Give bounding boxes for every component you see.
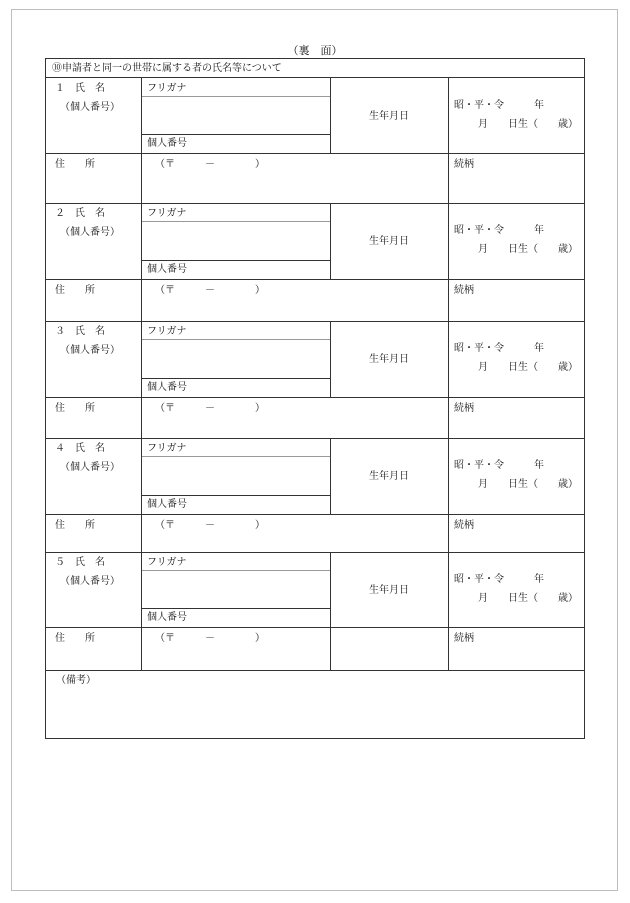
address-label: 住 所: [55, 633, 95, 644]
name-divider: [142, 608, 330, 609]
birthdate-label: 生年月日: [369, 585, 409, 596]
person-number: １: [55, 83, 65, 94]
relationship-label: 続柄: [454, 403, 474, 414]
era-year-label[interactable]: 昭・平・令 年: [454, 574, 544, 585]
relationship-label: 続柄: [454, 159, 474, 170]
postal-code-field[interactable]: （〒 － ）: [155, 403, 265, 414]
furigana-label: フリガナ: [147, 443, 187, 454]
name-label: 氏 名: [75, 83, 105, 94]
col-divider: [330, 203, 331, 279]
name-field[interactable]: [142, 571, 330, 607]
mynumber-sub-label: （個人番号）: [60, 576, 120, 587]
section-heading: ⑩申請者と同一の世帯に属する者の氏名等について: [52, 63, 282, 74]
address-divider: [46, 279, 584, 280]
col-divider: [448, 438, 449, 552]
era-year-label[interactable]: 昭・平・令 年: [454, 343, 544, 354]
relationship-label: 続柄: [454, 285, 474, 296]
page-title: （裏 面）: [287, 44, 343, 57]
person-number-name-label: [55, 208, 105, 220]
era-year-label[interactable]: 昭・平・令 年: [454, 100, 544, 111]
remarks-label: （備考）: [56, 675, 96, 686]
mynumber-sub-label: （個人番号）: [60, 102, 120, 113]
month-day-age-label[interactable]: 月 日生（ 歳）: [478, 244, 578, 255]
col-divider: [448, 321, 449, 438]
person-number-name-label: [55, 326, 105, 338]
person-number: ５: [55, 557, 65, 568]
name-field[interactable]: [142, 97, 330, 133]
person-number: ３: [55, 326, 65, 337]
name-divider: [142, 134, 330, 135]
remarks-divider: [46, 670, 584, 671]
mynumber-sub-label: （個人番号）: [60, 345, 120, 356]
col-divider: [448, 78, 449, 203]
name-label: 氏 名: [75, 208, 105, 219]
col-divider: [330, 321, 331, 397]
relationship-label: 続柄: [454, 520, 474, 531]
mynumber-label: 個人番号: [147, 612, 187, 623]
col-divider: [448, 552, 449, 670]
month-day-age-label[interactable]: 月 日生（ 歳）: [478, 479, 578, 490]
name-divider: [142, 378, 330, 379]
name-divider: [142, 495, 330, 496]
name-field[interactable]: [142, 222, 330, 258]
month-day-age-label[interactable]: 月 日生（ 歳）: [478, 593, 578, 604]
person-number: ２: [55, 208, 65, 219]
block-top-divider: [46, 552, 584, 553]
birthdate-label: 生年月日: [369, 236, 409, 247]
postal-code-field[interactable]: （〒 － ）: [155, 520, 265, 531]
col-divider: [448, 203, 449, 321]
furigana-label: フリガナ: [147, 557, 187, 568]
address-label: 住 所: [55, 520, 95, 531]
name-divider: [142, 260, 330, 261]
era-year-label[interactable]: 昭・平・令 年: [454, 460, 544, 471]
address-divider: [46, 627, 584, 628]
name-label: 氏 名: [75, 443, 105, 454]
birthdate-label: 生年月日: [369, 111, 409, 122]
furigana-label: フリガナ: [147, 208, 187, 219]
month-day-age-label[interactable]: 月 日生（ 歳）: [478, 362, 578, 373]
postal-code-field[interactable]: （〒 － ）: [155, 285, 265, 296]
household-members-form: [45, 58, 585, 739]
person-number-name-label: [55, 83, 105, 95]
mynumber-label: 個人番号: [147, 264, 187, 275]
address-label: 住 所: [55, 159, 95, 170]
block-top-divider: [46, 321, 584, 322]
birthdate-label: 生年月日: [369, 354, 409, 365]
mynumber-label: 個人番号: [147, 499, 187, 510]
address-label: 住 所: [55, 285, 95, 296]
person-block-3: [46, 321, 584, 438]
mynumber-sub-label: （個人番号）: [60, 227, 120, 238]
person-block-2: [46, 203, 584, 321]
postal-code-field[interactable]: （〒 － ）: [155, 159, 265, 170]
person-block-1: [46, 78, 584, 203]
col-divider: [330, 552, 331, 670]
name-label: 氏 名: [75, 557, 105, 568]
name-field[interactable]: [142, 457, 330, 493]
address-divider: [46, 514, 584, 515]
person-block-4: [46, 438, 584, 552]
col-divider: [330, 78, 331, 153]
month-day-age-label[interactable]: 月 日生（ 歳）: [478, 119, 578, 130]
era-year-label[interactable]: 昭・平・令 年: [454, 225, 544, 236]
block-top-divider: [46, 203, 584, 204]
furigana-label: フリガナ: [147, 83, 187, 94]
furigana-label: フリガナ: [147, 326, 187, 337]
mynumber-label: 個人番号: [147, 138, 187, 149]
address-divider: [46, 397, 584, 398]
col-divider: [330, 438, 331, 514]
address-divider: [46, 153, 584, 154]
postal-code-field[interactable]: （〒 － ）: [155, 633, 265, 644]
mynumber-sub-label: （個人番号）: [60, 462, 120, 473]
name-label: 氏 名: [75, 326, 105, 337]
mynumber-label: 個人番号: [147, 382, 187, 393]
person-number-name-label: [55, 443, 105, 455]
person-number: ４: [55, 443, 65, 454]
address-label: 住 所: [55, 403, 95, 414]
person-block-5: [46, 552, 584, 670]
relationship-label: 続柄: [454, 633, 474, 644]
remarks-field[interactable]: [47, 689, 577, 735]
person-number-name-label: [55, 557, 105, 569]
block-top-divider: [46, 438, 584, 439]
name-field[interactable]: [142, 340, 330, 376]
birthdate-label: 生年月日: [369, 471, 409, 482]
